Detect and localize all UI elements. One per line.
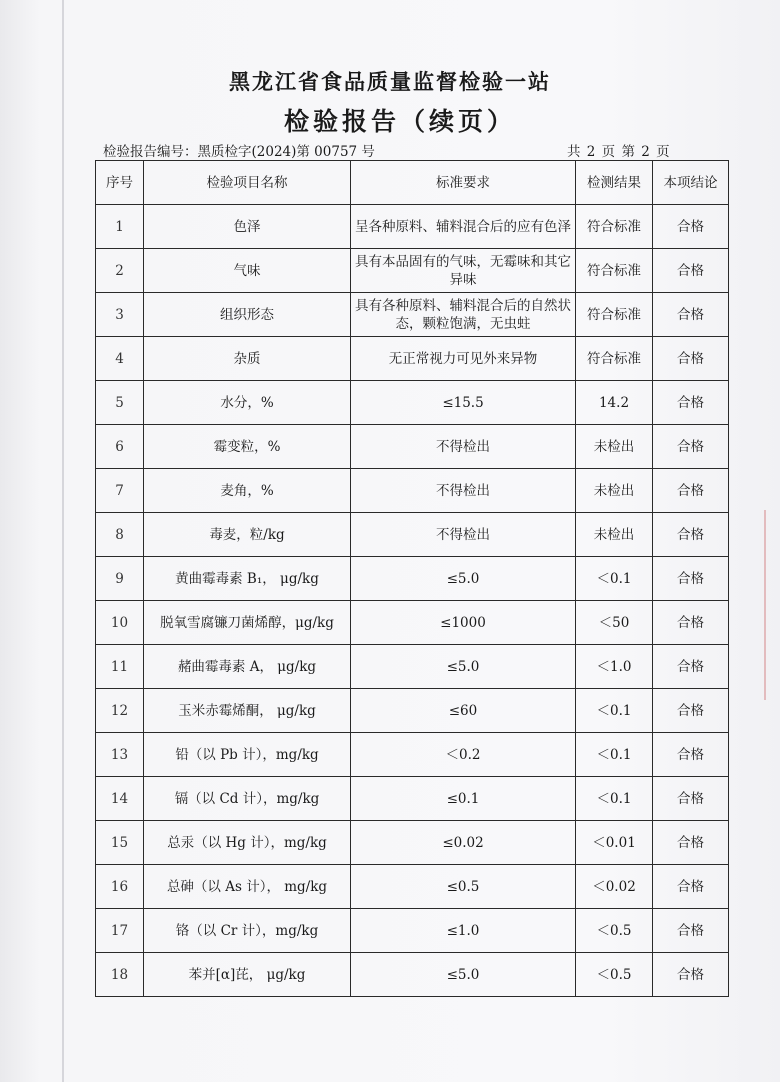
test-result: ＜0.02	[576, 865, 653, 909]
table-row	[96, 425, 729, 469]
item-conclusion: 合格	[653, 689, 729, 733]
standard-requirement: ≤5.0	[351, 645, 576, 689]
item-name: 麦角，%	[144, 469, 351, 513]
column-header-no: 序号	[96, 161, 144, 205]
table-row	[96, 469, 729, 513]
binding-edge	[62, 0, 64, 1082]
test-result: 未检出	[576, 513, 653, 557]
standard-requirement: ＜0.2	[351, 733, 576, 777]
row-number: 5	[96, 381, 144, 425]
table-row	[96, 513, 729, 557]
standard-requirement: ≤0.5	[351, 865, 576, 909]
item-name: 铅（以 Pb 计），mg/kg	[144, 733, 351, 777]
item-conclusion: 合格	[653, 953, 729, 997]
item-conclusion: 合格	[653, 205, 729, 249]
standard-requirement: ≤1.0	[351, 909, 576, 953]
item-conclusion: 合格	[653, 513, 729, 557]
item-name: 脱氧雪腐镰刀菌烯醇，μg/kg	[144, 601, 351, 645]
row-number: 15	[96, 821, 144, 865]
test-result: 符合标准	[576, 293, 653, 337]
item-conclusion: 合格	[653, 777, 729, 821]
standard-requirement: 具有本品固有的气味，无霉味和其它异味	[351, 249, 576, 293]
item-conclusion: 合格	[653, 469, 729, 513]
table-row	[96, 337, 729, 381]
standard-requirement: ≤5.0	[351, 557, 576, 601]
item-conclusion: 合格	[653, 425, 729, 469]
table-row	[96, 777, 729, 821]
standard-requirement: ≤0.02	[351, 821, 576, 865]
row-number: 1	[96, 205, 144, 249]
page-info: 共 2 页 第 2 页	[567, 144, 671, 160]
test-result: 未检出	[576, 469, 653, 513]
table-row	[96, 381, 729, 425]
row-number: 12	[96, 689, 144, 733]
table-row	[96, 601, 729, 645]
standard-requirement: ≤15.5	[351, 381, 576, 425]
item-name: 总砷（以 As 计）， mg/kg	[144, 865, 351, 909]
item-name: 玉米赤霉烯酮， μg/kg	[144, 689, 351, 733]
column-header-item: 检验项目名称	[144, 161, 351, 205]
test-result: ＜0.5	[576, 953, 653, 997]
inspection-table	[95, 160, 729, 997]
seal-fragment	[764, 510, 780, 700]
item-conclusion: 合格	[653, 337, 729, 381]
test-result: 符合标准	[576, 205, 653, 249]
table-row	[96, 865, 729, 909]
row-number: 3	[96, 293, 144, 337]
test-result: ＜0.5	[576, 909, 653, 953]
item-name: 苯并[α]芘， μg/kg	[144, 953, 351, 997]
standard-requirement: ≤0.1	[351, 777, 576, 821]
item-conclusion: 合格	[653, 381, 729, 425]
item-name: 色泽	[144, 205, 351, 249]
row-number: 8	[96, 513, 144, 557]
report-title: 检验报告（续页）	[283, 107, 516, 136]
test-result: ＜0.1	[576, 557, 653, 601]
row-number: 6	[96, 425, 144, 469]
table-row	[96, 733, 729, 777]
standard-requirement: 呈各种原料、辅料混合后的应有色泽	[351, 205, 576, 249]
test-result: ＜0.1	[576, 733, 653, 777]
row-number: 9	[96, 557, 144, 601]
item-conclusion: 合格	[653, 293, 729, 337]
organization-title: 黑龙江省食品质量监督检验一站	[229, 69, 551, 94]
item-name: 杂质	[144, 337, 351, 381]
row-number: 17	[96, 909, 144, 953]
table-row	[96, 645, 729, 689]
test-result: ＜0.01	[576, 821, 653, 865]
standard-requirement: 无正常视力可见外来异物	[351, 337, 576, 381]
standard-requirement: 不得检出	[351, 469, 576, 513]
row-number: 7	[96, 469, 144, 513]
row-number: 4	[96, 337, 144, 381]
standard-requirement: 不得检出	[351, 513, 576, 557]
item-name: 总汞（以 Hg 计），mg/kg	[144, 821, 351, 865]
table-row	[96, 953, 729, 997]
test-result: 未检出	[576, 425, 653, 469]
test-result: 符合标准	[576, 249, 653, 293]
item-name: 毒麦，粒/kg	[144, 513, 351, 557]
table-row	[96, 689, 729, 733]
test-result: ＜0.1	[576, 777, 653, 821]
standard-requirement: ≤5.0	[351, 953, 576, 997]
table-row	[96, 821, 729, 865]
standard-requirement: ≤60	[351, 689, 576, 733]
standard-requirement: ≤1000	[351, 601, 576, 645]
row-number: 13	[96, 733, 144, 777]
item-name: 水分，%	[144, 381, 351, 425]
test-result: ＜1.0	[576, 645, 653, 689]
item-name: 霉变粒，%	[144, 425, 351, 469]
row-number: 14	[96, 777, 144, 821]
item-name: 黄曲霉毒素 B₁， μg/kg	[144, 557, 351, 601]
standard-requirement: 不得检出	[351, 425, 576, 469]
column-header-standard: 标准要求	[351, 161, 576, 205]
test-result: ＜0.1	[576, 689, 653, 733]
item-name: 气味	[144, 249, 351, 293]
row-number: 2	[96, 249, 144, 293]
table-row	[96, 205, 729, 249]
item-conclusion: 合格	[653, 909, 729, 953]
item-conclusion: 合格	[653, 601, 729, 645]
row-number: 11	[96, 645, 144, 689]
item-name: 组织形态	[144, 293, 351, 337]
test-result: 14.2	[576, 381, 653, 425]
item-conclusion: 合格	[653, 865, 729, 909]
test-result: 符合标准	[576, 337, 653, 381]
table-row	[96, 293, 729, 337]
table-header-row	[96, 161, 729, 205]
standard-requirement: 具有各种原料、辅料混合后的自然状态，颗粒饱满，无虫蛀	[351, 293, 576, 337]
row-number: 16	[96, 865, 144, 909]
item-conclusion: 合格	[653, 733, 729, 777]
item-conclusion: 合格	[653, 557, 729, 601]
table-row	[96, 249, 729, 293]
item-conclusion: 合格	[653, 821, 729, 865]
row-number: 18	[96, 953, 144, 997]
table-row	[96, 557, 729, 601]
report-number: 检验报告编号：黑质检字(2024)第 00757 号	[103, 144, 375, 160]
item-conclusion: 合格	[653, 249, 729, 293]
table-row	[96, 909, 729, 953]
item-name: 镉（以 Cd 计），mg/kg	[144, 777, 351, 821]
column-header-conclusion: 本项结论	[653, 161, 729, 205]
table-body	[96, 205, 729, 997]
item-name: 赭曲霉毒素 A， μg/kg	[144, 645, 351, 689]
item-name: 铬（以 Cr 计），mg/kg	[144, 909, 351, 953]
row-number: 10	[96, 601, 144, 645]
column-header-result: 检测结果	[576, 161, 653, 205]
test-result: ＜50	[576, 601, 653, 645]
item-conclusion: 合格	[653, 645, 729, 689]
